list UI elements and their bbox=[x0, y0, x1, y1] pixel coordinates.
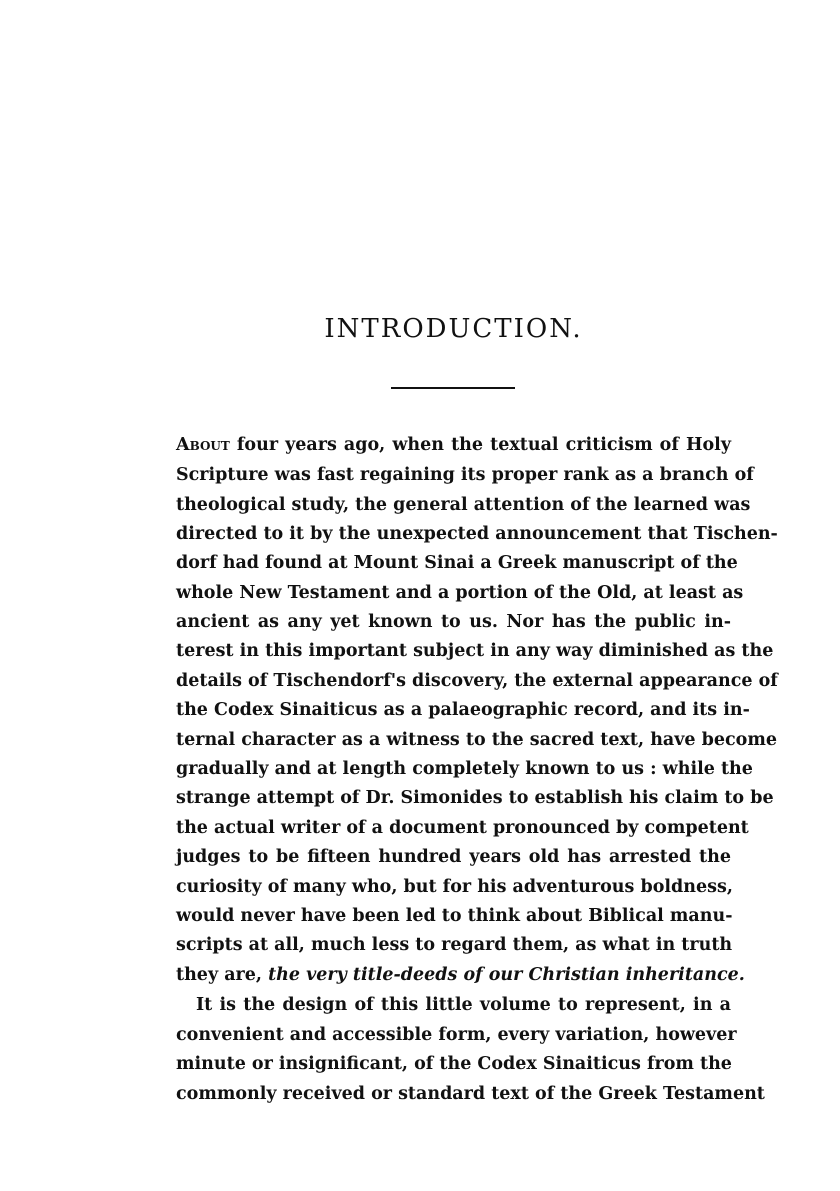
text-line: It is the design of this little volume to represent, in a bbox=[196, 995, 731, 1015]
text-line: curiosity of many who, but for his adventurous boldness, bbox=[176, 877, 733, 897]
title-divider bbox=[391, 387, 515, 389]
text-line: would never have been led to think about Biblical manu- bbox=[176, 906, 733, 926]
text-line: strange attempt of Dr. Simonides to establish his claim to be bbox=[176, 788, 774, 808]
text-line: dorf had found at Mount Sinai a Greek manuscript of the bbox=[176, 553, 738, 573]
text-line: judges to be fifteen hundred years old has arrested the bbox=[176, 847, 731, 867]
italic-phrase: the very title-deeds of our Christian inheritance. bbox=[268, 965, 745, 985]
page-title: INTRODUCTION. bbox=[324, 314, 583, 344]
text-span: they are, bbox=[176, 965, 262, 985]
text-line: the Codex Sinaiticus as a palaeographic record, and its in- bbox=[176, 700, 750, 720]
text-line: Scripture was fast regaining its proper rank as a branch of bbox=[176, 465, 754, 485]
text-line: gradually and at length completely known to us : while the bbox=[176, 759, 753, 779]
text-line: theological study, the general attention of the learned was bbox=[176, 495, 751, 515]
drop-word: About bbox=[176, 435, 230, 455]
text-line: whole New Testament and a portion of the Old, at least as bbox=[176, 583, 744, 603]
text-line: directed to it by the unexpected announcement that Tischen- bbox=[176, 524, 778, 544]
text-line: commonly received or standard text of the Greek Testament bbox=[176, 1084, 765, 1104]
text-span: four years ago, when the textual criticism of Holy bbox=[236, 435, 731, 455]
text-line bbox=[176, 431, 731, 460]
text-line: terest in this important subject in any way diminished as the bbox=[176, 641, 774, 661]
text-line: scripts at all, much less to regard them, as what in truth bbox=[176, 935, 733, 955]
text-line: convenient and accessible form, every variation, however bbox=[176, 1025, 737, 1045]
text-line: details of Tischendorf's discovery, the external appearance of bbox=[176, 671, 778, 691]
text-line: minute or insignificant, of the Codex Sinaiticus from the bbox=[176, 1054, 732, 1074]
text-line: ternal character as a witness to the sacred text, have become bbox=[176, 730, 778, 750]
text-line: the actual writer of a document pronounced by competent bbox=[176, 818, 749, 838]
text-line: ancient as any yet known to us. Nor has the public in- bbox=[176, 612, 731, 632]
text-line bbox=[176, 961, 745, 990]
